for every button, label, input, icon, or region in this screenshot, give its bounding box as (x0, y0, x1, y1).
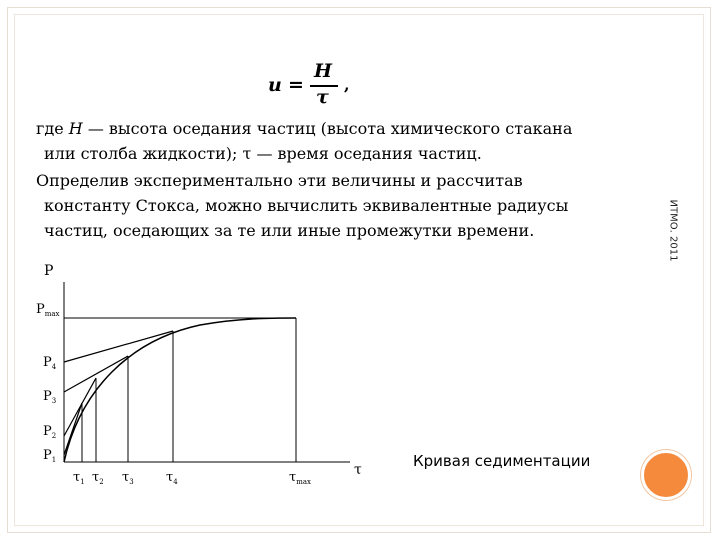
para1-rest: — высота оседания частиц (высота химического стакана (82, 119, 573, 138)
x-tick-t4: $\tau_4$ (166, 470, 178, 486)
para1-variable: H (68, 119, 83, 138)
formula-lhs: u (268, 74, 282, 96)
y-axis-label: P (44, 263, 54, 279)
para1-line2: или столба жидкости); τ — время оседания частиц. (44, 144, 482, 163)
sedimentation-curve (64, 318, 296, 462)
formula-denominator: τ (316, 86, 329, 108)
chart-axes (64, 282, 350, 462)
x-tick-labels (73, 470, 311, 486)
formula-equals: = (288, 74, 304, 96)
decorative-orange-circle (641, 450, 691, 500)
para1-prefix: где (36, 119, 69, 138)
x-tick-tmax: $\tau_{max}$ (289, 470, 311, 486)
y-tick-p3: $P_3$ (43, 389, 57, 405)
para2-line3: частиц, оседающих за те или иные промежутки времени. (44, 221, 535, 240)
para2-line1: Определив экспериментально эти величины и рассчитав (36, 171, 523, 190)
x-tick-t1: $\tau_1$ (73, 470, 85, 486)
y-tick-p1: $P_1$ (43, 448, 57, 464)
y-tick-p2: $P_2$ (43, 424, 57, 440)
formula-numerator: H (314, 60, 332, 82)
y-tick-p4: $P_4$ (43, 355, 57, 371)
formula-comma: , (344, 75, 350, 94)
chart-guides (64, 318, 296, 462)
y-tick-labels (36, 302, 60, 464)
x-tick-t3: $\tau_3$ (122, 470, 134, 486)
tangent-p4 (64, 331, 173, 362)
side-caption-text: ИТМО. 2011 (667, 199, 679, 261)
x-tick-t2: $\tau_2$ (92, 470, 104, 486)
chart-tangents (64, 331, 173, 455)
para2-line2: константу Стокса, можно вычислить эквивалентные радиусы (44, 196, 569, 215)
chart-caption: Кривая седиментации (413, 452, 591, 470)
tangent-p1 (64, 403, 82, 455)
y-tick-pmax: $P_{max}$ (36, 302, 60, 318)
x-axis-label: τ (354, 462, 362, 478)
